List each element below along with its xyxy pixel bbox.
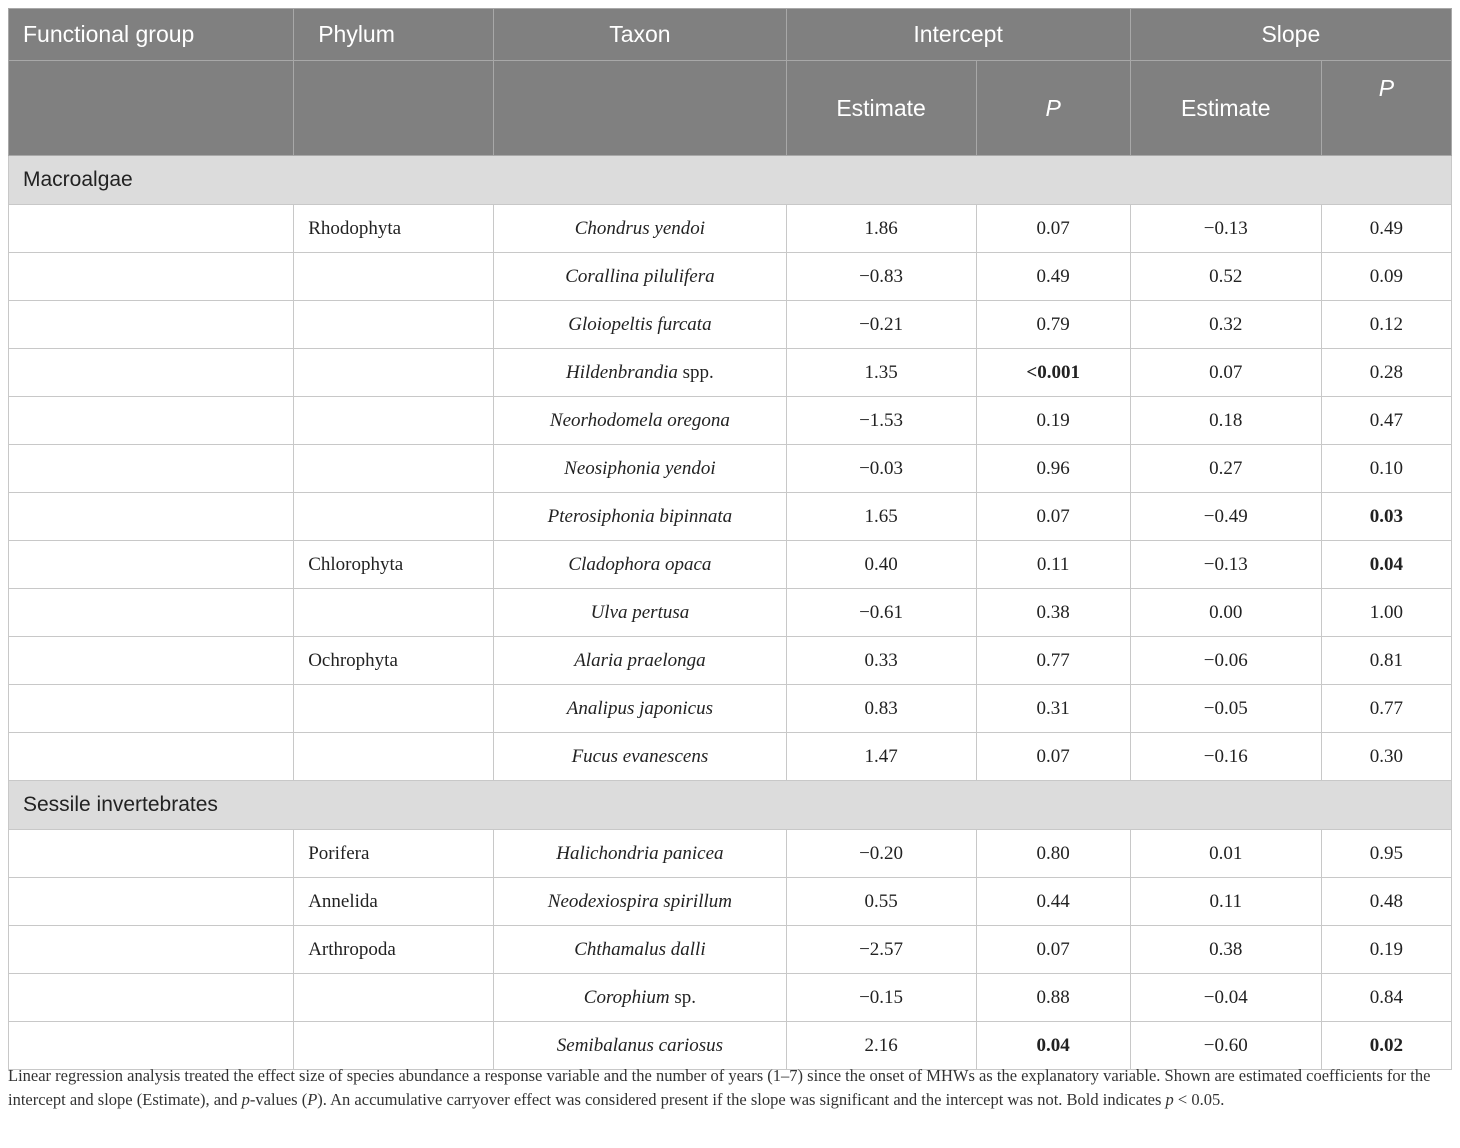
functional-group-cell (9, 541, 294, 589)
intercept-p-cell: 0.44 (976, 878, 1130, 926)
functional-group-cell (9, 974, 294, 1022)
intercept-estimate-cell: −0.15 (786, 974, 976, 1022)
phylum-cell: Rhodophyta (294, 205, 494, 253)
taxon-name: Semibalanus cariosus (556, 1034, 724, 1056)
slope-p-cell: 0.02 (1321, 1022, 1451, 1070)
phylum-cell (294, 589, 494, 637)
slope-p-cell: 0.77 (1321, 685, 1451, 733)
functional-group-cell (9, 493, 294, 541)
intercept-p-cell: 0.11 (976, 541, 1130, 589)
table-row (9, 1022, 1452, 1070)
phylum-cell (294, 1022, 494, 1070)
intercept-estimate-cell: −0.03 (786, 445, 976, 493)
intercept-estimate-cell: 0.33 (786, 637, 976, 685)
header-intercept-estimate: Estimate (786, 61, 976, 156)
slope-p-cell: 0.28 (1321, 349, 1451, 397)
intercept-estimate-cell: −1.53 (786, 397, 976, 445)
header-blank-3 (494, 61, 786, 156)
taxon-cell (494, 733, 786, 781)
functional-group-cell (9, 926, 294, 974)
slope-p-cell: 0.48 (1321, 878, 1451, 926)
slope-estimate-cell: −0.49 (1130, 493, 1321, 541)
taxon-name: Corallina pilulifera (565, 265, 715, 287)
taxon-name: Pterosiphonia bipinnata (547, 505, 733, 527)
table-body (9, 156, 1452, 1070)
phylum-cell: Chlorophyta (294, 541, 494, 589)
table-row (9, 541, 1452, 589)
table-row (9, 733, 1452, 781)
slope-estimate-cell: 0.32 (1130, 301, 1321, 349)
intercept-estimate-cell: 1.47 (786, 733, 976, 781)
slope-p-cell: 0.12 (1321, 301, 1451, 349)
header-intercept-p: P (976, 61, 1130, 156)
functional-group-cell (9, 301, 294, 349)
slope-estimate-cell: 0.11 (1130, 878, 1321, 926)
intercept-estimate-cell: 0.55 (786, 878, 976, 926)
intercept-estimate-cell: 1.65 (786, 493, 976, 541)
slope-estimate-cell: 0.01 (1130, 830, 1321, 878)
phylum-cell (294, 685, 494, 733)
slope-estimate-cell: 0.38 (1130, 926, 1321, 974)
slope-p-cell: 0.49 (1321, 205, 1451, 253)
intercept-p-cell: 0.80 (976, 830, 1130, 878)
taxon-cell (494, 589, 786, 637)
taxon-suffix: spp. (677, 361, 714, 383)
slope-estimate-cell: 0.52 (1130, 253, 1321, 301)
table-row (9, 830, 1452, 878)
phylum-cell: Ochrophyta (294, 637, 494, 685)
intercept-estimate-cell: 0.83 (786, 685, 976, 733)
functional-group-cell (9, 733, 294, 781)
phylum-cell (294, 397, 494, 445)
table-row (9, 205, 1452, 253)
header-slope: Slope (1130, 9, 1451, 61)
table-row (9, 445, 1452, 493)
taxon-cell (494, 541, 786, 589)
taxon-name: Neosiphonia yendoi (564, 457, 716, 479)
intercept-estimate-cell: −0.20 (786, 830, 976, 878)
regression-table-container (8, 8, 1452, 1070)
taxon-name: Chondrus yendoi (574, 217, 706, 239)
intercept-p-cell: 0.07 (976, 926, 1130, 974)
taxon-name: Ulva pertusa (590, 601, 690, 623)
intercept-p-cell: 0.31 (976, 685, 1130, 733)
intercept-estimate-cell: −0.83 (786, 253, 976, 301)
intercept-p-cell: 0.38 (976, 589, 1130, 637)
slope-p-cell: 0.30 (1321, 733, 1451, 781)
header-blank-2 (294, 61, 494, 156)
intercept-p-cell: 0.07 (976, 205, 1130, 253)
intercept-p-cell: 0.96 (976, 445, 1130, 493)
table-row (9, 685, 1452, 733)
slope-estimate-cell: −0.06 (1130, 637, 1321, 685)
header-slope-p: P (1321, 61, 1451, 156)
functional-group-cell (9, 253, 294, 301)
header-taxon: Taxon (494, 9, 786, 61)
taxon-suffix: sp. (669, 986, 697, 1008)
group-label: Macroalgae (9, 156, 1452, 205)
taxon-cell (494, 253, 786, 301)
taxon-name: Alaria praelonga (574, 649, 706, 671)
taxon-name: Hildenbrandia (566, 361, 678, 383)
functional-group-cell (9, 637, 294, 685)
taxon-cell (494, 926, 786, 974)
functional-group-cell (9, 589, 294, 637)
table-header (9, 9, 1452, 156)
taxon-name: Neodexiospira spirillum (547, 890, 732, 912)
phylum-cell (294, 445, 494, 493)
table-row (9, 493, 1452, 541)
functional-group-cell (9, 878, 294, 926)
phylum-cell: Porifera (294, 830, 494, 878)
taxon-cell (494, 1022, 786, 1070)
taxon-name: Fucus evanescens (571, 745, 709, 767)
phylum-cell: Annelida (294, 878, 494, 926)
slope-estimate-cell: −0.05 (1130, 685, 1321, 733)
functional-group-cell (9, 1022, 294, 1070)
intercept-estimate-cell: −2.57 (786, 926, 976, 974)
slope-estimate-cell: −0.60 (1130, 1022, 1321, 1070)
slope-estimate-cell: −0.16 (1130, 733, 1321, 781)
header-blank-1 (9, 61, 294, 156)
phylum-cell (294, 974, 494, 1022)
intercept-p-cell: <0.001 (976, 349, 1130, 397)
taxon-cell (494, 685, 786, 733)
group-label: Sessile invertebrates (9, 781, 1452, 830)
taxon-cell (494, 349, 786, 397)
slope-estimate-cell: 0.00 (1130, 589, 1321, 637)
taxon-name: Gloiopeltis furcata (568, 313, 712, 335)
phylum-cell (294, 733, 494, 781)
taxon-cell (494, 637, 786, 685)
slope-estimate-cell: −0.13 (1130, 205, 1321, 253)
taxon-cell (494, 301, 786, 349)
taxon-cell (494, 974, 786, 1022)
slope-estimate-cell: 0.27 (1130, 445, 1321, 493)
slope-estimate-cell: −0.04 (1130, 974, 1321, 1022)
intercept-estimate-cell: 1.86 (786, 205, 976, 253)
functional-group-cell (9, 397, 294, 445)
header-intercept: Intercept (786, 9, 1130, 61)
footnote-text-4: < 0.05. (1173, 1090, 1225, 1109)
phylum-cell (294, 301, 494, 349)
footnote-text-1: Linear regression analysis treated the effect size of species abundance a response variable and the number of years (1–7) since the onset of MHWs as the explanatory variable. Shown are estimated coefficients for the intercept and slope (Estimate), and (8, 1066, 1431, 1109)
slope-p-cell: 0.04 (1321, 541, 1451, 589)
intercept-p-cell: 0.88 (976, 974, 1130, 1022)
taxon-cell (494, 205, 786, 253)
intercept-p-cell: 0.49 (976, 253, 1130, 301)
footnote-p-upper: P (307, 1090, 318, 1109)
phylum-cell (294, 493, 494, 541)
intercept-estimate-cell: 1.35 (786, 349, 976, 397)
table-row (9, 974, 1452, 1022)
table-row (9, 253, 1452, 301)
header-phylum: Phylum (294, 9, 494, 61)
intercept-p-cell: 0.07 (976, 733, 1130, 781)
table-footnote (8, 1064, 1448, 1112)
slope-p-cell: 1.00 (1321, 589, 1451, 637)
taxon-name: Cladophora opaca (568, 553, 712, 575)
phylum-cell (294, 253, 494, 301)
taxon-name: Corophium (583, 986, 670, 1008)
functional-group-cell (9, 445, 294, 493)
slope-p-cell: 0.19 (1321, 926, 1451, 974)
footnote-text-3: ). An accumulative carryover effect was considered present if the slope was significant and the intercept was not. Bold indicates (317, 1090, 1166, 1109)
slope-p-cell: 0.84 (1321, 974, 1451, 1022)
table-row (9, 301, 1452, 349)
phylum-cell: Arthropoda (294, 926, 494, 974)
slope-p-cell: 0.47 (1321, 397, 1451, 445)
group-row (9, 156, 1452, 205)
table-row (9, 397, 1452, 445)
taxon-cell (494, 445, 786, 493)
intercept-estimate-cell: −0.21 (786, 301, 976, 349)
regression-table (8, 8, 1452, 1070)
slope-p-cell: 0.95 (1321, 830, 1451, 878)
functional-group-cell (9, 205, 294, 253)
footnote-p-last: p (1165, 1090, 1174, 1109)
header-slope-estimate: Estimate (1130, 61, 1321, 156)
functional-group-cell (9, 685, 294, 733)
table-row (9, 637, 1452, 685)
slope-p-cell: 0.09 (1321, 253, 1451, 301)
taxon-cell (494, 493, 786, 541)
taxon-name: Neorhodomela oregona (549, 409, 730, 431)
table-row (9, 926, 1452, 974)
table-row (9, 589, 1452, 637)
slope-estimate-cell: 0.18 (1130, 397, 1321, 445)
intercept-p-cell: 0.19 (976, 397, 1130, 445)
intercept-estimate-cell: 2.16 (786, 1022, 976, 1070)
slope-p-cell: 0.03 (1321, 493, 1451, 541)
header-functional-group: Functional group (9, 9, 294, 61)
taxon-cell (494, 397, 786, 445)
functional-group-cell (9, 830, 294, 878)
footnote-text-2: -values ( (249, 1090, 308, 1109)
taxon-name: Chthamalus dalli (574, 938, 706, 960)
taxon-cell (494, 878, 786, 926)
group-row (9, 781, 1452, 830)
slope-p-cell: 0.81 (1321, 637, 1451, 685)
footnote-p-lower: p (241, 1090, 250, 1109)
intercept-p-cell: 0.77 (976, 637, 1130, 685)
slope-estimate-cell: 0.07 (1130, 349, 1321, 397)
taxon-name: Halichondria panicea (556, 842, 724, 864)
phylum-cell (294, 349, 494, 397)
taxon-name: Analipus japonicus (566, 697, 713, 719)
table-row (9, 349, 1452, 397)
intercept-p-cell: 0.04 (976, 1022, 1130, 1070)
intercept-estimate-cell: −0.61 (786, 589, 976, 637)
table-row (9, 878, 1452, 926)
intercept-p-cell: 0.07 (976, 493, 1130, 541)
intercept-estimate-cell: 0.40 (786, 541, 976, 589)
intercept-p-cell: 0.79 (976, 301, 1130, 349)
slope-p-cell: 0.10 (1321, 445, 1451, 493)
taxon-cell (494, 830, 786, 878)
functional-group-cell (9, 349, 294, 397)
slope-estimate-cell: −0.13 (1130, 541, 1321, 589)
